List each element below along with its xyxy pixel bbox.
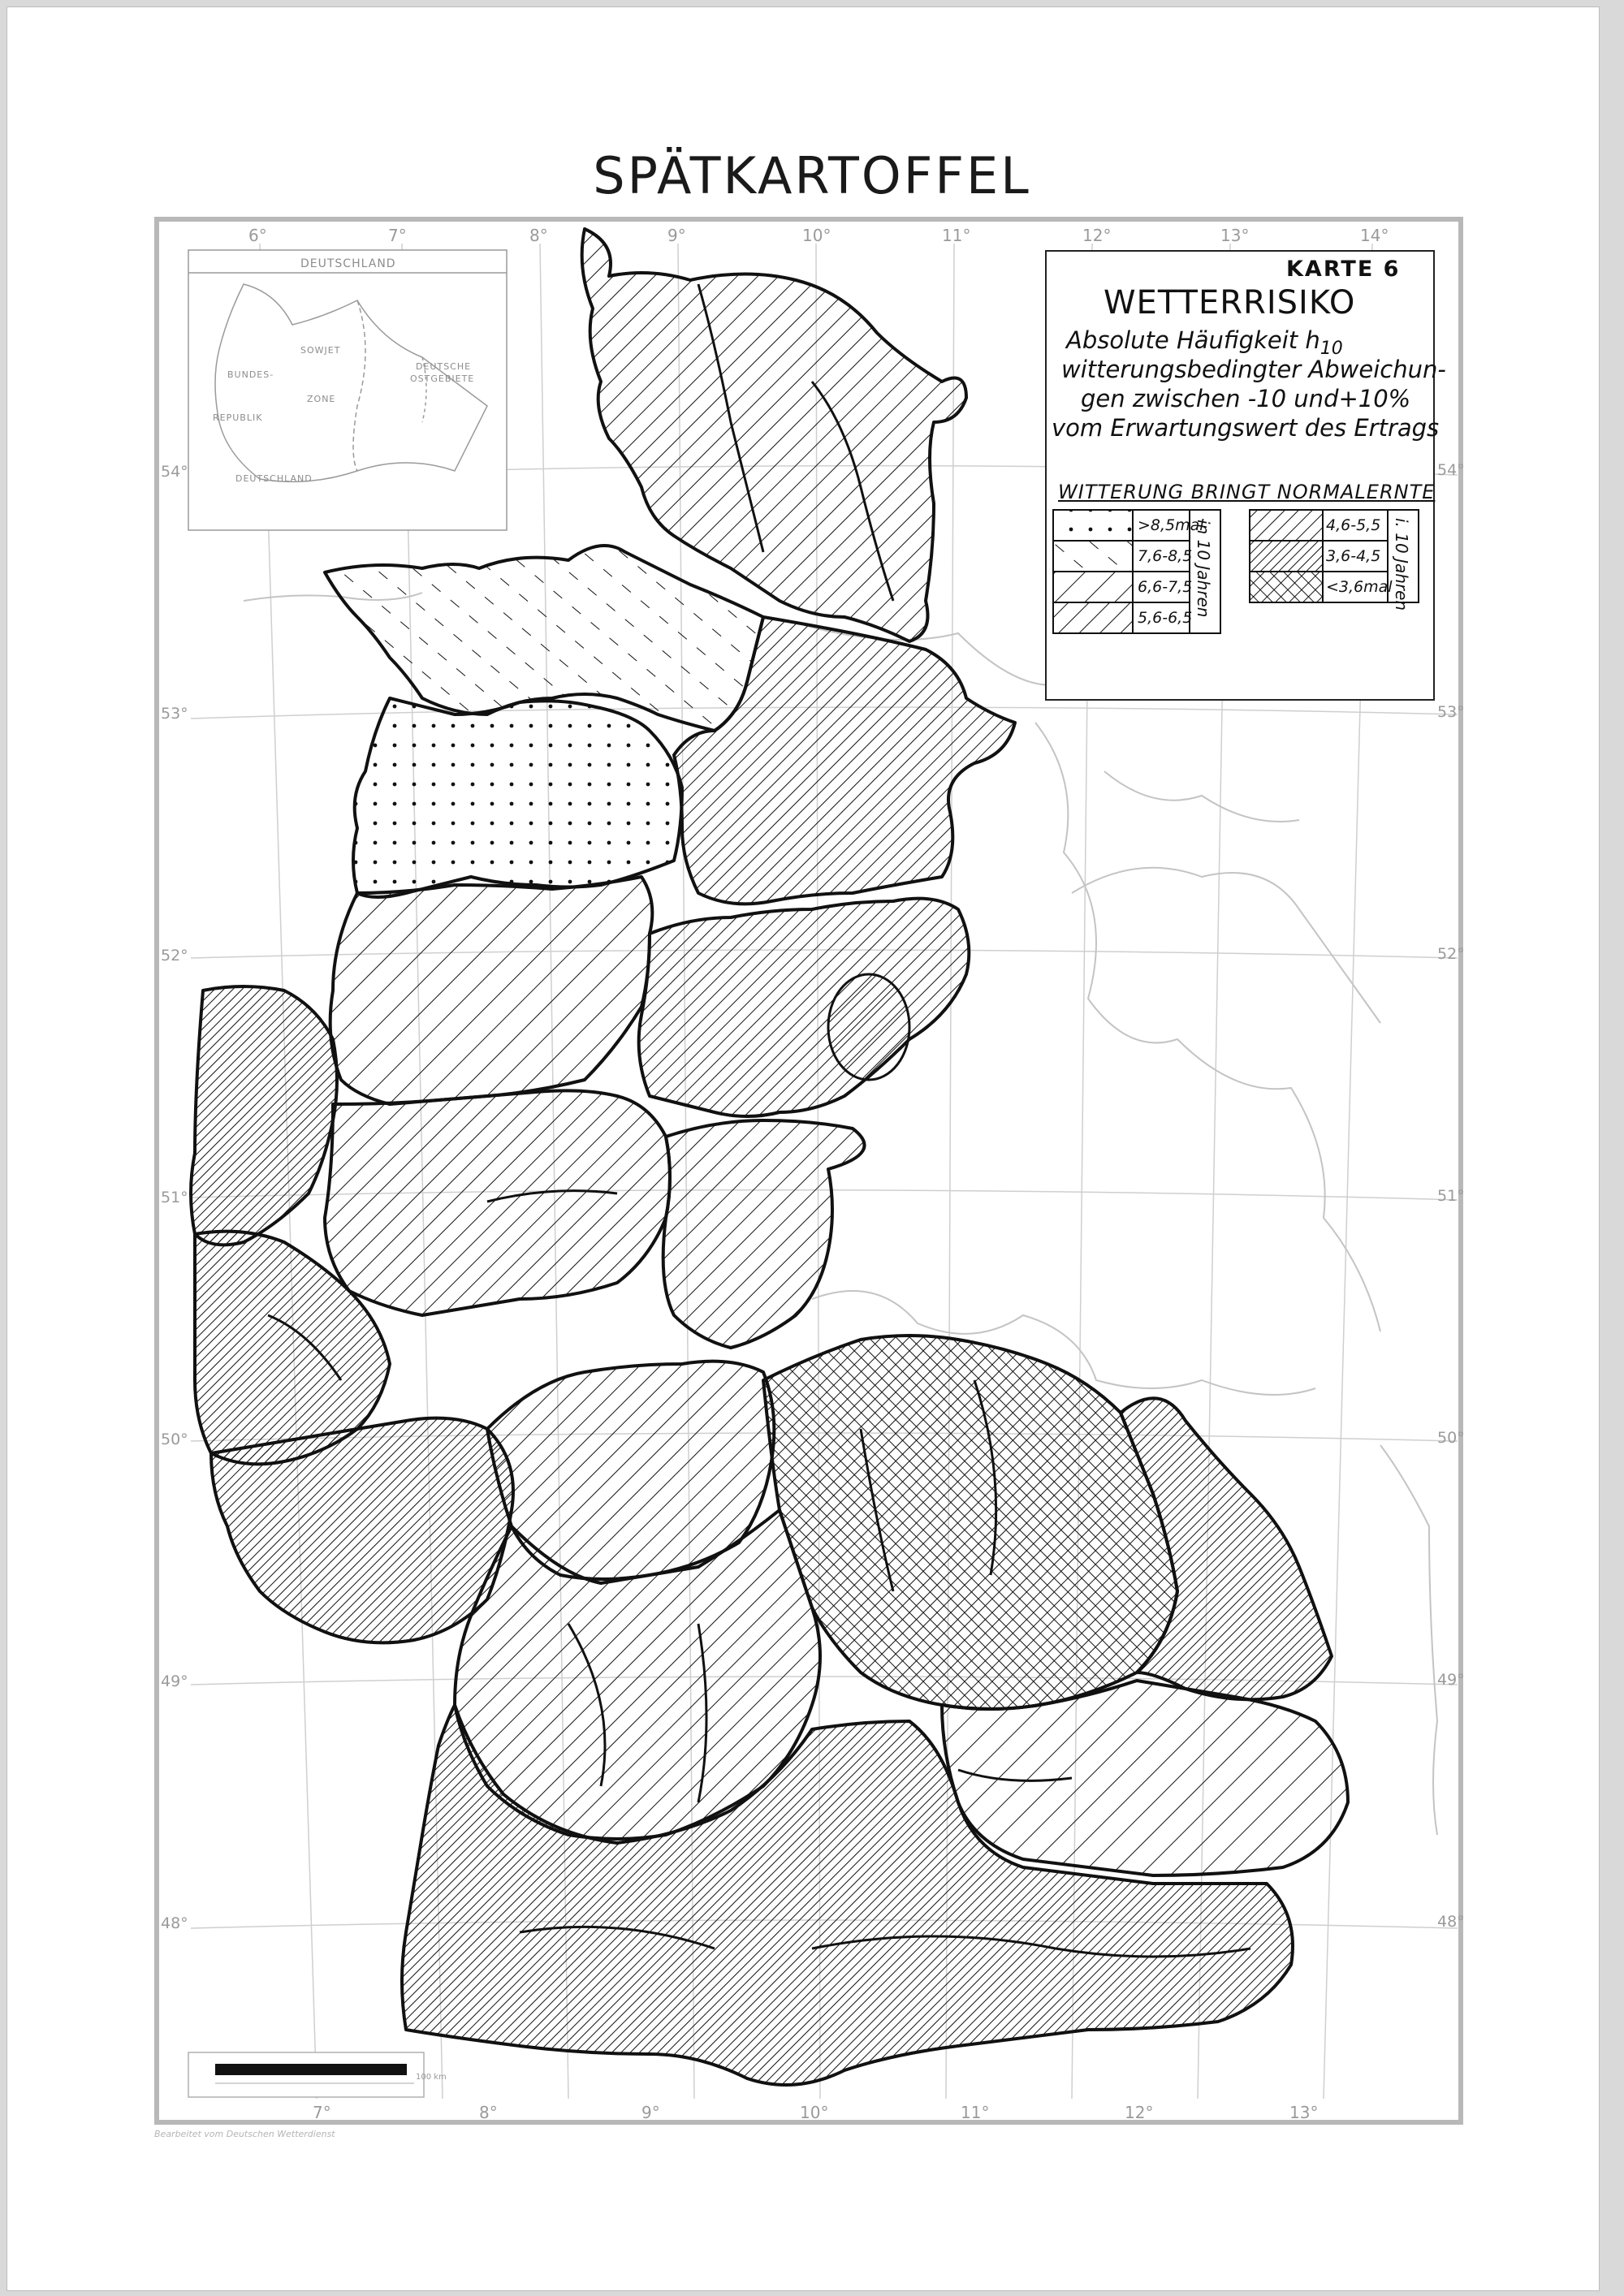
class-label: 6,6-7,5: [1138, 578, 1193, 596]
swatch-lines: [1053, 602, 1133, 633]
lon-label-top: 10°: [802, 226, 831, 245]
inset-map: [188, 250, 507, 530]
class-label: 3,6-4,5: [1326, 547, 1381, 565]
lat-label-right: 51°: [1437, 1187, 1465, 1205]
region-ls-center: [330, 877, 653, 1104]
class-label: <3,6mal: [1326, 578, 1393, 596]
lon-label-top: 13°: [1220, 226, 1250, 245]
inset-label: BUNDES-: [227, 369, 274, 380]
legend-swatches: [1047, 252, 1436, 702]
region-ems-dotted: [353, 698, 682, 897]
legend-description-line: witterungsbedingter Abweichun-: [1061, 356, 1446, 383]
lon-label-bottom: 9°: [641, 2103, 660, 2122]
lat-label-right: 50°: [1437, 1429, 1465, 1447]
lon-label-top: 6°: [248, 226, 267, 245]
lat-label-right: 52°: [1437, 945, 1465, 963]
lat-label-right: 54°: [1437, 461, 1465, 479]
lon-label-bottom: 7°: [313, 2103, 331, 2122]
legend-title: WETTERRISIKO: [1104, 284, 1356, 322]
harz-ellipse: [828, 974, 909, 1080]
lon-label-top: 14°: [1360, 226, 1389, 245]
scale-bar: [188, 2052, 424, 2097]
lat-label-left: 52°: [161, 947, 188, 965]
legend: [1045, 250, 1446, 701]
unit-label-left: in 10 Jahren: [1194, 520, 1213, 618]
inset-label: DEUTSCHLAND: [235, 473, 313, 484]
legend-description-line: gen zwischen -10 und+10%: [1081, 385, 1411, 412]
region-rhineland: [211, 1418, 513, 1643]
region-harz: [639, 899, 970, 1116]
class-label: 4,6-5,5: [1326, 516, 1381, 534]
lon-label-top: 11°: [942, 226, 971, 245]
region-westphalia-west: [191, 986, 337, 1245]
legend-description-subscript: 10: [1320, 338, 1343, 359]
region-nrw: [325, 1090, 670, 1315]
lon-label-top: 8°: [529, 226, 548, 245]
region-franconia: [763, 1336, 1177, 1709]
class-label: 5,6-6,5: [1138, 609, 1193, 627]
swatch-dense-lines: [1250, 510, 1323, 541]
page-title: SPÄTKARTOFFEL: [593, 146, 1031, 205]
lon-label-bottom: 11°: [961, 2103, 990, 2122]
lat-label-left: 48°: [161, 1914, 188, 1932]
inset-label: SOWJET: [300, 345, 341, 356]
inset-label: DEUTSCHE: [416, 361, 472, 372]
swatch-dashed: [1053, 541, 1133, 572]
legend-description-main: Absolute Häufigkeit h: [1066, 326, 1320, 354]
swatch-wide-lines: [1053, 572, 1133, 602]
region-lower-bavaria: [942, 1681, 1348, 1875]
lat-label-left: 51°: [161, 1189, 188, 1206]
inset-label: REPUBLIK: [213, 412, 263, 423]
lat-label-left: 49°: [161, 1672, 188, 1690]
lon-label-bottom: 13°: [1289, 2103, 1319, 2122]
credit-line: Bearbeitet vom Deutschen Wetterdienst: [154, 2129, 335, 2139]
legend-description-line: vom Erwartungswert des Ertrags: [1052, 414, 1440, 442]
swatch-dots: [1053, 510, 1133, 541]
lon-label-bottom: 12°: [1125, 2103, 1154, 2122]
lat-label-right: 49°: [1437, 1671, 1465, 1689]
lon-label-bottom: 8°: [479, 2103, 498, 2122]
lon-label-top: 9°: [667, 226, 686, 245]
inset-title: DEUTSCHLAND: [300, 257, 396, 270]
scale-label: 100 km: [416, 2073, 447, 2082]
map-number: KARTE 6: [1286, 257, 1401, 282]
lon-label-top: 12°: [1082, 226, 1112, 245]
swatch-crosshatch: [1250, 572, 1323, 602]
swatch-very-dense-lines: [1250, 541, 1323, 572]
class-label: >8,5mal: [1138, 516, 1204, 534]
legend-heading: WITTERUNG BRINGT NORMALERNTE: [1058, 481, 1436, 503]
class-label: 7,6-8,5: [1138, 547, 1193, 565]
unit-label-right: i. 10 Jahren: [1392, 518, 1411, 611]
lon-label-bottom: 10°: [800, 2103, 829, 2122]
lat-label-left: 50°: [161, 1431, 188, 1448]
lat-label-left: 53°: [161, 705, 188, 723]
inset-label: OSTGEBIETE: [410, 373, 475, 384]
region-hesse-north: [663, 1120, 865, 1348]
inset-label: ZONE: [307, 394, 336, 404]
lon-label-top: 7°: [388, 226, 407, 245]
lat-label-right: 48°: [1437, 1913, 1465, 1931]
lat-label-right: 53°: [1437, 703, 1465, 721]
lat-label-left: 54°: [161, 463, 188, 481]
